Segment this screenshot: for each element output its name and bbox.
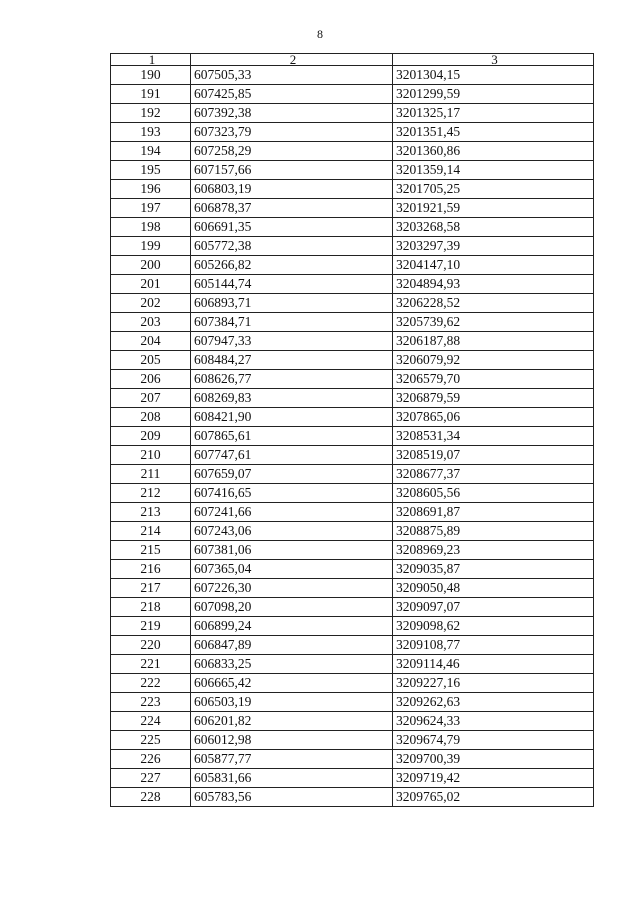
point-number-cell: 199 (111, 237, 191, 256)
table-row (111, 788, 594, 807)
x-coordinate-cell: 607258,29 (191, 142, 393, 161)
point-number-cell: 191 (111, 85, 191, 104)
y-coordinate-cell: 3209719,42 (393, 769, 594, 788)
table-row (111, 636, 594, 655)
x-coordinate-cell: 605877,77 (191, 750, 393, 769)
y-coordinate-cell: 3201359,14 (393, 161, 594, 180)
point-number-cell: 193 (111, 123, 191, 142)
x-coordinate-cell: 607098,20 (191, 598, 393, 617)
table-row (111, 731, 594, 750)
x-coordinate-cell: 606803,19 (191, 180, 393, 199)
y-coordinate-cell: 3206228,52 (393, 294, 594, 313)
table-row (111, 484, 594, 503)
x-coordinate-cell: 605831,66 (191, 769, 393, 788)
table-row (111, 180, 594, 199)
table-row (111, 598, 594, 617)
table-body (111, 66, 594, 807)
point-number-cell: 202 (111, 294, 191, 313)
y-coordinate-cell: 3201325,17 (393, 104, 594, 123)
x-coordinate-cell: 606893,71 (191, 294, 393, 313)
page-number: 8 (317, 27, 323, 41)
point-number-cell: 219 (111, 617, 191, 636)
point-number-cell: 218 (111, 598, 191, 617)
point-number-cell: 223 (111, 693, 191, 712)
point-number-cell: 211 (111, 465, 191, 484)
x-coordinate-cell: 606201,82 (191, 712, 393, 731)
point-number-cell: 195 (111, 161, 191, 180)
x-coordinate-cell: 606833,25 (191, 655, 393, 674)
x-coordinate-cell: 607505,33 (191, 66, 393, 85)
y-coordinate-cell: 3209035,87 (393, 560, 594, 579)
point-number-cell: 215 (111, 541, 191, 560)
y-coordinate-cell: 3207865,06 (393, 408, 594, 427)
x-coordinate-cell: 605266,82 (191, 256, 393, 275)
table-row (111, 313, 594, 332)
x-coordinate-cell: 606012,98 (191, 731, 393, 750)
y-coordinate-cell: 3201921,59 (393, 199, 594, 218)
point-number-cell: 213 (111, 503, 191, 522)
table-row (111, 579, 594, 598)
point-number-cell: 197 (111, 199, 191, 218)
x-coordinate-cell: 607392,38 (191, 104, 393, 123)
y-coordinate-cell: 3208875,89 (393, 522, 594, 541)
point-number-cell: 225 (111, 731, 191, 750)
point-number-cell: 212 (111, 484, 191, 503)
table-row (111, 769, 594, 788)
table-row (111, 66, 594, 85)
point-number-cell: 196 (111, 180, 191, 199)
point-number-cell: 216 (111, 560, 191, 579)
table-row (111, 237, 594, 256)
x-coordinate-cell: 607865,61 (191, 427, 393, 446)
y-coordinate-cell: 3203297,39 (393, 237, 594, 256)
x-coordinate-cell: 607323,79 (191, 123, 393, 142)
x-coordinate-cell: 605783,56 (191, 788, 393, 807)
table-row (111, 465, 594, 484)
point-number-cell: 194 (111, 142, 191, 161)
point-number-cell: 192 (111, 104, 191, 123)
table-row (111, 294, 594, 313)
table-row (111, 522, 594, 541)
y-coordinate-cell: 3209674,79 (393, 731, 594, 750)
y-coordinate-cell: 3204894,93 (393, 275, 594, 294)
x-coordinate-cell: 608421,90 (191, 408, 393, 427)
table-row (111, 750, 594, 769)
point-number-cell: 222 (111, 674, 191, 693)
point-number-cell: 228 (111, 788, 191, 807)
point-number-cell: 190 (111, 66, 191, 85)
table-row (111, 218, 594, 237)
table-row (111, 85, 594, 104)
y-coordinate-cell: 3205739,62 (393, 313, 594, 332)
table-row (111, 446, 594, 465)
table-row (111, 541, 594, 560)
point-number-cell: 203 (111, 313, 191, 332)
table-row (111, 712, 594, 731)
point-number-cell: 226 (111, 750, 191, 769)
y-coordinate-cell: 3209227,16 (393, 674, 594, 693)
y-coordinate-cell: 3206879,59 (393, 389, 594, 408)
point-number-cell: 207 (111, 389, 191, 408)
y-coordinate-cell: 3206579,70 (393, 370, 594, 389)
y-coordinate-cell: 3206187,88 (393, 332, 594, 351)
y-coordinate-cell: 3209700,39 (393, 750, 594, 769)
x-coordinate-cell: 607659,07 (191, 465, 393, 484)
x-coordinate-cell: 607243,06 (191, 522, 393, 541)
point-number-cell: 206 (111, 370, 191, 389)
point-number-cell: 208 (111, 408, 191, 427)
y-coordinate-cell: 3209108,77 (393, 636, 594, 655)
table-row (111, 275, 594, 294)
point-number-cell: 200 (111, 256, 191, 275)
y-coordinate-cell: 3209050,48 (393, 579, 594, 598)
table-row (111, 389, 594, 408)
y-coordinate-cell: 3203268,58 (393, 218, 594, 237)
table-row (111, 332, 594, 351)
point-number-cell: 209 (111, 427, 191, 446)
table-row (111, 655, 594, 674)
y-coordinate-cell: 3201304,15 (393, 66, 594, 85)
table-row (111, 693, 594, 712)
point-number-cell: 224 (111, 712, 191, 731)
point-number-cell: 214 (111, 522, 191, 541)
y-coordinate-cell: 3209114,46 (393, 655, 594, 674)
y-coordinate-cell: 3209765,02 (393, 788, 594, 807)
x-coordinate-cell: 606691,35 (191, 218, 393, 237)
table-row (111, 142, 594, 161)
point-number-cell: 205 (111, 351, 191, 370)
y-coordinate-cell: 3208519,07 (393, 446, 594, 465)
x-coordinate-cell: 606878,37 (191, 199, 393, 218)
column-header-2: 2 (191, 54, 393, 66)
column-header-3: 3 (393, 54, 594, 66)
point-number-cell: 227 (111, 769, 191, 788)
table-row (111, 351, 594, 370)
table-row (111, 674, 594, 693)
y-coordinate-cell: 3208605,56 (393, 484, 594, 503)
point-number-cell: 201 (111, 275, 191, 294)
y-coordinate-cell: 3208969,23 (393, 541, 594, 560)
x-coordinate-cell: 607381,06 (191, 541, 393, 560)
coordinates-table (110, 53, 594, 807)
x-coordinate-cell: 607425,85 (191, 85, 393, 104)
table-row (111, 104, 594, 123)
x-coordinate-cell: 605144,74 (191, 275, 393, 294)
table-row (111, 560, 594, 579)
y-coordinate-cell: 3201299,59 (393, 85, 594, 104)
x-coordinate-cell: 606665,42 (191, 674, 393, 693)
point-number-cell: 217 (111, 579, 191, 598)
x-coordinate-cell: 606503,19 (191, 693, 393, 712)
x-coordinate-cell: 606899,24 (191, 617, 393, 636)
y-coordinate-cell: 3208691,87 (393, 503, 594, 522)
x-coordinate-cell: 608269,83 (191, 389, 393, 408)
x-coordinate-cell: 607747,61 (191, 446, 393, 465)
y-coordinate-cell: 3204147,10 (393, 256, 594, 275)
x-coordinate-cell: 607416,65 (191, 484, 393, 503)
y-coordinate-cell: 3201705,25 (393, 180, 594, 199)
x-coordinate-cell: 607157,66 (191, 161, 393, 180)
x-coordinate-cell: 608484,27 (191, 351, 393, 370)
column-header-1: 1 (111, 54, 191, 66)
table-row (111, 503, 594, 522)
table-row (111, 370, 594, 389)
table-row (111, 123, 594, 142)
y-coordinate-cell: 3209624,33 (393, 712, 594, 731)
x-coordinate-cell: 607241,66 (191, 503, 393, 522)
x-coordinate-cell: 607947,33 (191, 332, 393, 351)
point-number-cell: 221 (111, 655, 191, 674)
y-coordinate-cell: 3206079,92 (393, 351, 594, 370)
y-coordinate-cell: 3208677,37 (393, 465, 594, 484)
point-number-cell: 210 (111, 446, 191, 465)
x-coordinate-cell: 607365,04 (191, 560, 393, 579)
table-row (111, 427, 594, 446)
x-coordinate-cell: 608626,77 (191, 370, 393, 389)
x-coordinate-cell: 607226,30 (191, 579, 393, 598)
point-number-cell: 198 (111, 218, 191, 237)
y-coordinate-cell: 3209098,62 (393, 617, 594, 636)
table-row (111, 408, 594, 427)
table-row (111, 617, 594, 636)
x-coordinate-cell: 606847,89 (191, 636, 393, 655)
y-coordinate-cell: 3208531,34 (393, 427, 594, 446)
point-number-cell: 204 (111, 332, 191, 351)
x-coordinate-cell: 607384,71 (191, 313, 393, 332)
table-row (111, 199, 594, 218)
y-coordinate-cell: 3201351,45 (393, 123, 594, 142)
table-row (111, 161, 594, 180)
table-row (111, 256, 594, 275)
y-coordinate-cell: 3209097,07 (393, 598, 594, 617)
x-coordinate-cell: 605772,38 (191, 237, 393, 256)
y-coordinate-cell: 3209262,63 (393, 693, 594, 712)
table-header-row (111, 54, 594, 66)
y-coordinate-cell: 3201360,86 (393, 142, 594, 161)
point-number-cell: 220 (111, 636, 191, 655)
